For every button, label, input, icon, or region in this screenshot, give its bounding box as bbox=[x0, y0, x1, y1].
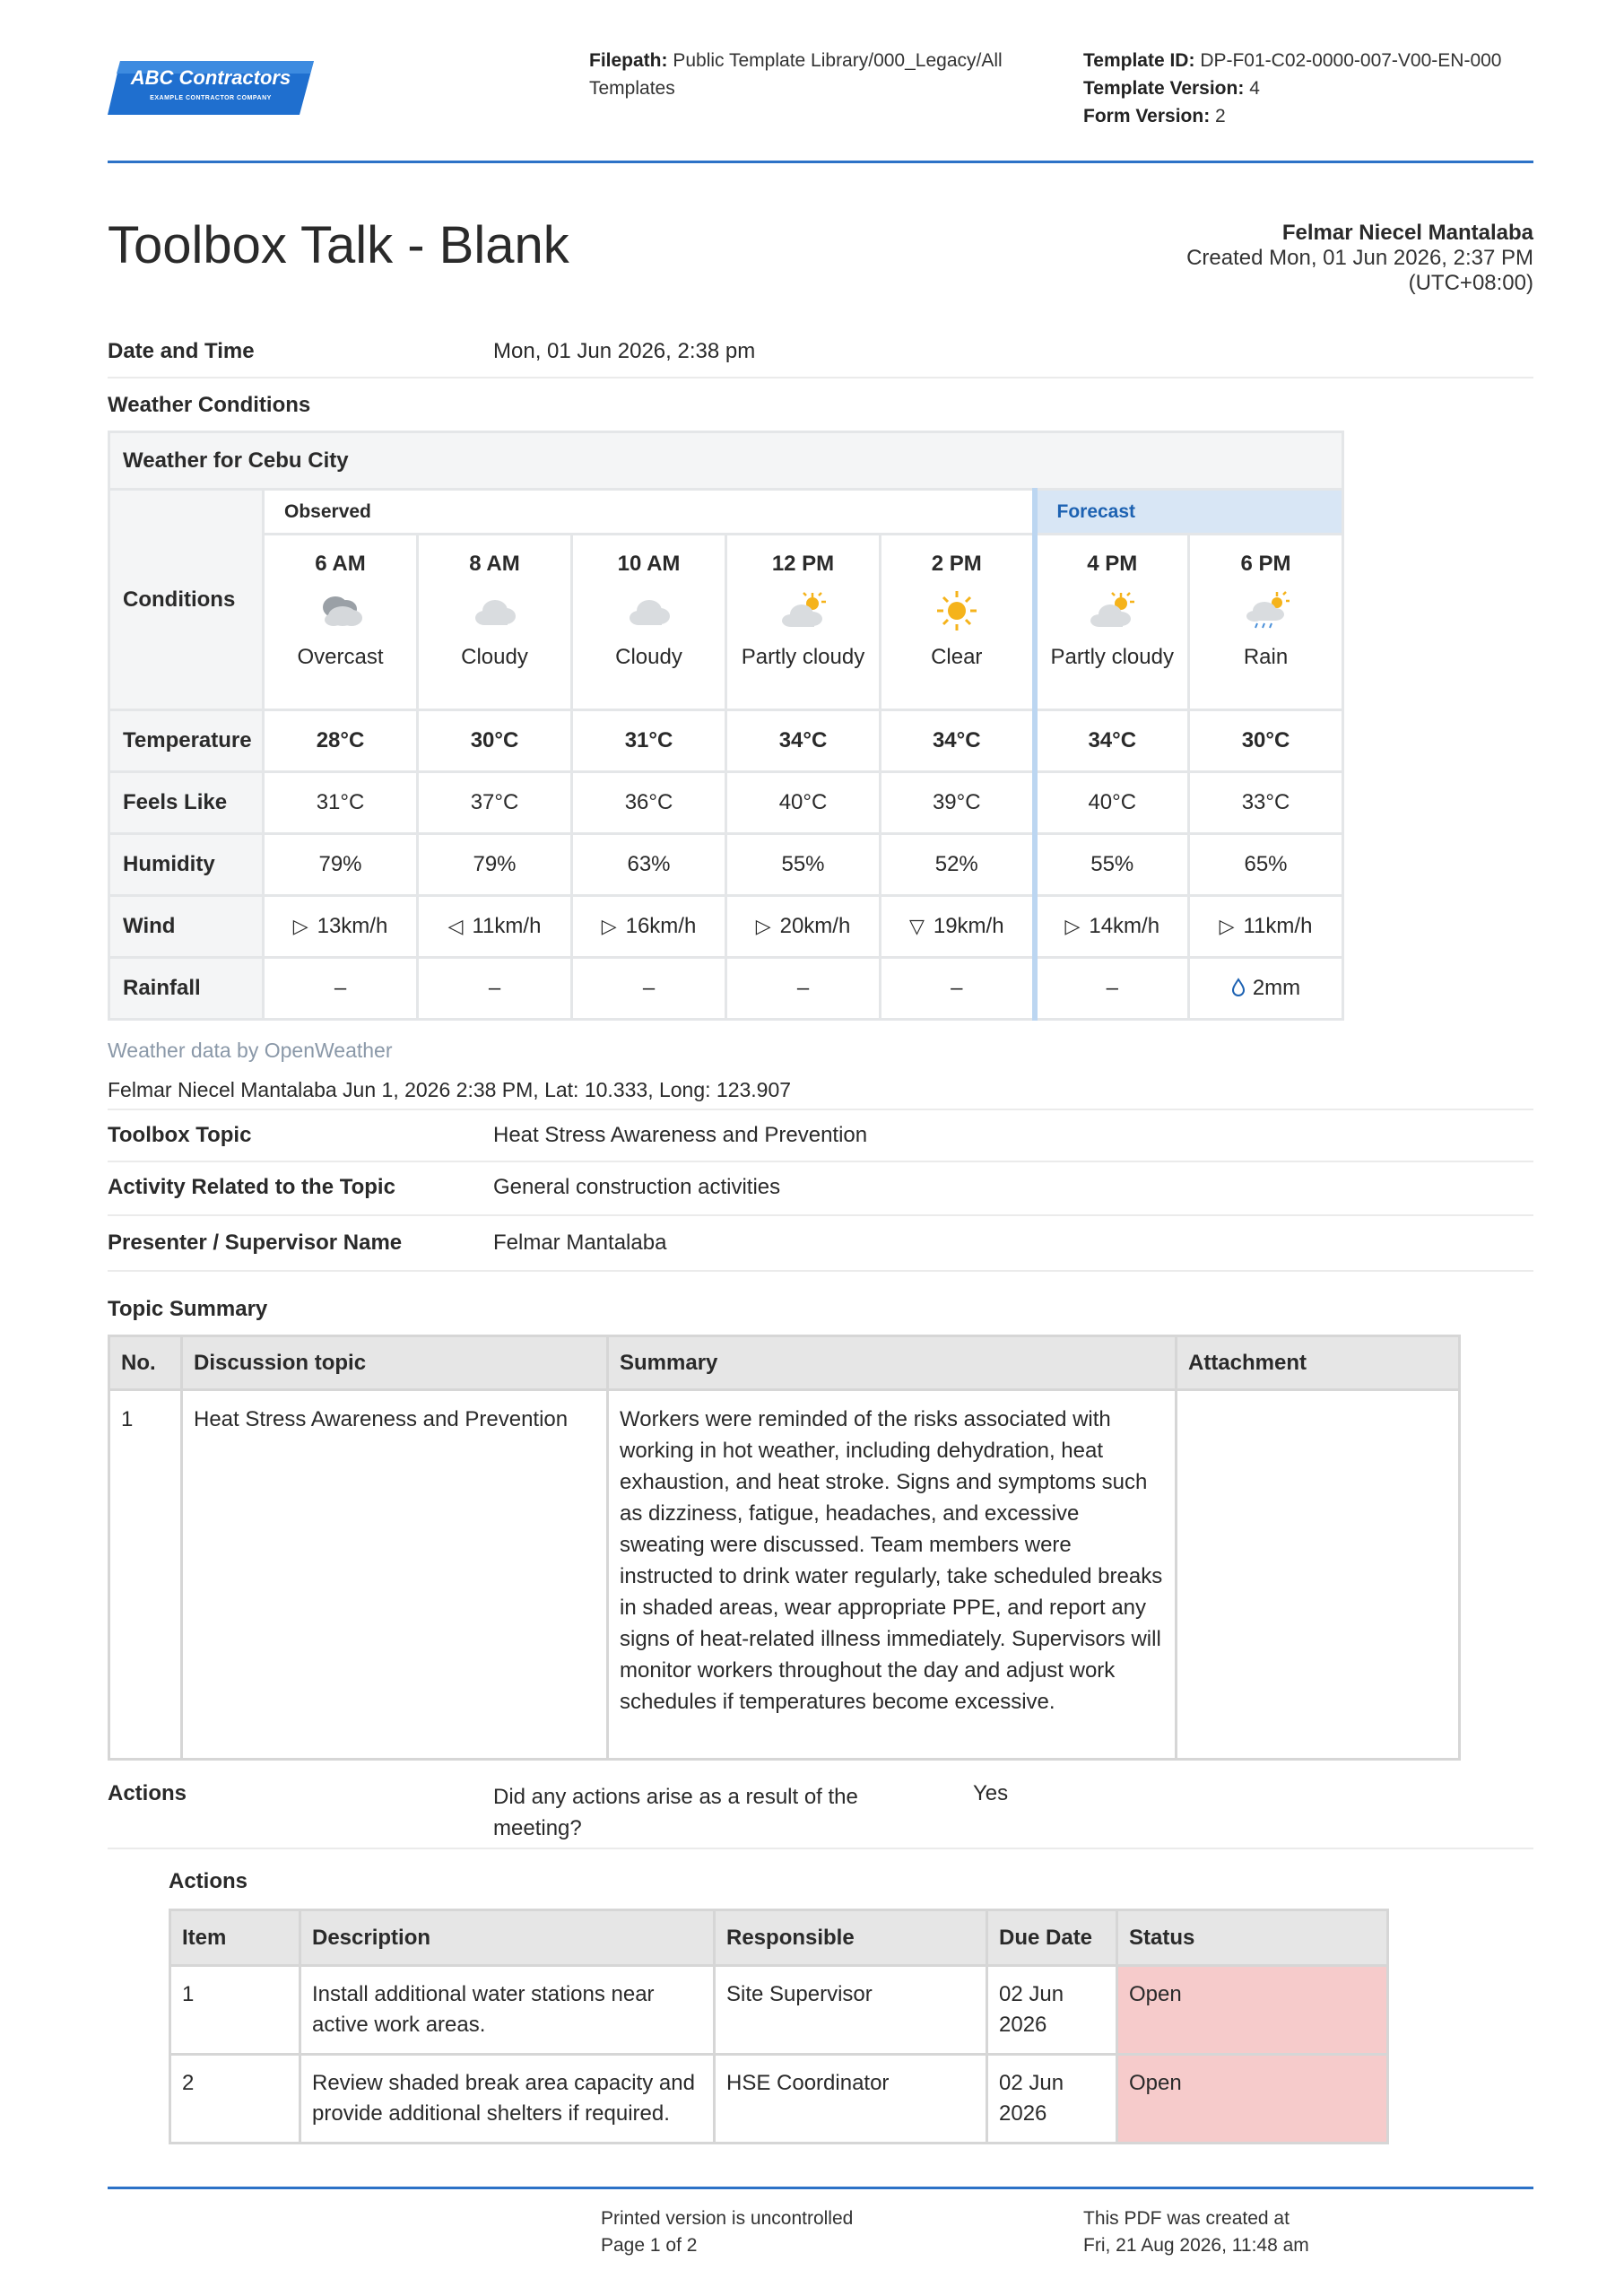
feels-like-value: 31°C bbox=[264, 772, 418, 834]
footer-left bbox=[601, 2205, 853, 2259]
feels-like-value: 37°C bbox=[418, 772, 572, 834]
temperature-value: 34°C bbox=[1035, 710, 1189, 772]
rainfall-value: – bbox=[572, 958, 726, 1020]
wind-value: 11km/h bbox=[1243, 914, 1313, 938]
rainfall-value: – bbox=[418, 958, 572, 1020]
feels-like-row bbox=[109, 772, 1343, 834]
wind-direction-icon: ▽ bbox=[908, 915, 925, 937]
action-description: Review shaded break area capacity and provide additional shelters if required. bbox=[300, 2055, 715, 2144]
action-responsible: HSE Coordinator bbox=[715, 2055, 987, 2144]
toolbox-topic-label: Toolbox Topic bbox=[108, 1123, 252, 1147]
summary-text: Workers were reminded of the risks associated with working in hot weather, including dehydration, heat exhaustion, and heat stroke. Signs and symptoms such as dizziness, fatigue, headaches, and excessive sweating were discussed. Team members were instructed to drink water regularly, take scheduled breaks in shaded areas, wear appropriate PPE, and report any signs of heat-related illness immediately. Supervisors will monitor workers throughout the day and adjust work schedules if temperatures become excessive. bbox=[608, 1390, 1177, 1760]
rain-icon bbox=[1241, 591, 1291, 631]
status-badge: Open bbox=[1117, 2055, 1388, 2144]
feels-like-value: 40°C bbox=[726, 772, 881, 834]
pdf-created-label: This PDF was created at bbox=[1083, 2208, 1290, 2229]
rainfall-value: – bbox=[881, 958, 1035, 1020]
wind-direction-icon: ▷ bbox=[601, 915, 617, 937]
overcast-cloud-icon bbox=[316, 591, 366, 631]
condition-label: Clear bbox=[931, 645, 983, 669]
table-header-row bbox=[109, 1336, 1460, 1390]
humidity-value: 55% bbox=[1035, 834, 1189, 896]
condition-cell bbox=[264, 535, 418, 710]
wind-value: 11km/h bbox=[472, 914, 542, 938]
date-time-value: Mon, 01 Jun 2026, 2:38 pm bbox=[493, 339, 756, 363]
activity-label: Activity Related to the Topic bbox=[108, 1175, 395, 1199]
humidity-label: Humidity bbox=[109, 834, 264, 896]
wind-value: 13km/h bbox=[317, 914, 388, 938]
temperature-value: 28°C bbox=[264, 710, 418, 772]
wind-direction-icon: ◁ bbox=[447, 915, 464, 937]
humidity-value: 65% bbox=[1189, 834, 1343, 896]
rainfall-value: 2mm bbox=[1252, 976, 1301, 1000]
wind-cell bbox=[1035, 896, 1189, 958]
table-header-row bbox=[170, 1910, 1388, 1966]
actions-answer: Yes bbox=[973, 1781, 1009, 1805]
column-header: No. bbox=[109, 1336, 182, 1390]
wind-cell bbox=[726, 896, 881, 958]
temperature-value: 34°C bbox=[881, 710, 1035, 772]
filepath-label: Filepath: bbox=[589, 50, 668, 71]
temperature-value: 30°C bbox=[1189, 710, 1343, 772]
date-time-label: Date and Time bbox=[108, 339, 255, 363]
column-header: Attachment bbox=[1177, 1336, 1460, 1390]
cloud-icon bbox=[470, 591, 520, 631]
wind-direction-icon: ▷ bbox=[1219, 915, 1235, 937]
wind-value: 19km/h bbox=[933, 914, 1004, 938]
template-id-label: Template ID: bbox=[1083, 50, 1195, 71]
actions-table bbox=[169, 1909, 1389, 2144]
conditions-row bbox=[109, 535, 1343, 710]
template-info bbox=[1083, 47, 1550, 130]
filepath-value: Public Template Library/000_Legacy/All Templates bbox=[589, 50, 1003, 99]
creator-info bbox=[1186, 221, 1533, 296]
created-date: Created Mon, 01 Jun 2026, 2:37 PM bbox=[1186, 246, 1533, 270]
action-responsible: Site Supervisor bbox=[715, 1966, 987, 2055]
observed-label: Observed bbox=[264, 490, 1035, 535]
wind-direction-icon: ▷ bbox=[1064, 915, 1081, 937]
presenter-row bbox=[108, 1216, 1533, 1272]
discussion-topic: Heat Stress Awareness and Prevention bbox=[182, 1390, 608, 1760]
condition-cell bbox=[1035, 535, 1189, 710]
filepath bbox=[589, 47, 1055, 102]
temperature-value: 31°C bbox=[572, 710, 726, 772]
wind-cell bbox=[572, 896, 726, 958]
company-logo bbox=[108, 59, 314, 117]
temperature-value: 34°C bbox=[726, 710, 881, 772]
condition-cell bbox=[881, 535, 1035, 710]
condition-cell bbox=[572, 535, 726, 710]
rainfall-label: Rainfall bbox=[109, 958, 264, 1020]
temperature-label: Temperature bbox=[109, 710, 264, 772]
wind-direction-icon: ▷ bbox=[292, 915, 308, 937]
wind-direction-icon: ▷ bbox=[755, 915, 771, 937]
wind-cell bbox=[418, 896, 572, 958]
condition-label: Partly cloudy bbox=[741, 645, 865, 669]
page-header bbox=[108, 47, 1533, 163]
topic-summary-label: Topic Summary bbox=[108, 1297, 268, 1321]
footer-right bbox=[1083, 2205, 1309, 2259]
activity-value: General construction activities bbox=[493, 1175, 781, 1199]
rainfall-value: – bbox=[1035, 958, 1189, 1020]
condition-label: Cloudy bbox=[461, 645, 528, 669]
wind-value: 20km/h bbox=[779, 914, 851, 938]
column-header: Item bbox=[170, 1910, 300, 1966]
wind-cell bbox=[881, 896, 1035, 958]
actions-label: Actions bbox=[108, 1781, 187, 1805]
activity-row bbox=[108, 1162, 1533, 1216]
table-row bbox=[170, 2055, 1388, 2144]
hour-label: 12 PM bbox=[771, 552, 835, 576]
hour-label: 10 AM bbox=[617, 552, 681, 576]
humidity-row bbox=[109, 834, 1343, 896]
rainfall-cell bbox=[1189, 958, 1343, 1020]
column-header: Description bbox=[300, 1910, 715, 1966]
temperature-row bbox=[109, 710, 1343, 772]
action-due-date: 02 Jun 2026 bbox=[987, 1966, 1117, 2055]
rainfall-value: – bbox=[726, 958, 881, 1020]
form-version-value: 2 bbox=[1215, 106, 1226, 126]
weather-title: Weather for Cebu City bbox=[109, 432, 1343, 490]
presenter-label: Presenter / Supervisor Name bbox=[108, 1231, 403, 1255]
partly-cloudy-icon bbox=[778, 591, 829, 631]
logo-name: ABC Contractors bbox=[130, 66, 291, 89]
wind-value: 16km/h bbox=[625, 914, 697, 938]
action-item: 1 bbox=[170, 1966, 300, 2055]
forecast-label: Forecast bbox=[1035, 490, 1343, 535]
weather-table bbox=[108, 430, 1344, 1021]
column-header: Discussion topic bbox=[182, 1336, 608, 1390]
partly-cloudy-icon bbox=[1087, 591, 1137, 631]
humidity-value: 55% bbox=[726, 834, 881, 896]
wind-value: 14km/h bbox=[1089, 914, 1160, 938]
humidity-value: 79% bbox=[264, 834, 418, 896]
page-number: Page 1 of 2 bbox=[601, 2235, 698, 2256]
feels-like-value: 39°C bbox=[881, 772, 1035, 834]
weather-source-link[interactable]: Weather data by OpenWeather bbox=[108, 1039, 393, 1062]
geo-stamp: Felmar Niecel Mantalaba Jun 1, 2026 2:38 PM, Lat: 10.333, Long: 123.907 bbox=[108, 1078, 792, 1101]
column-header: Responsible bbox=[715, 1910, 987, 1966]
condition-label: Overcast bbox=[297, 645, 384, 669]
feels-like-value: 33°C bbox=[1189, 772, 1343, 834]
action-due-date: 02 Jun 2026 bbox=[987, 2055, 1117, 2144]
wind-label: Wind bbox=[109, 896, 264, 958]
column-header: Due Date bbox=[987, 1910, 1117, 1966]
topic-summary-table bbox=[108, 1335, 1461, 1761]
rainfall-value: – bbox=[264, 958, 418, 1020]
sun-icon bbox=[932, 591, 982, 631]
conditions-label: Conditions bbox=[109, 490, 264, 710]
action-item: 2 bbox=[170, 2055, 300, 2144]
hour-label: 4 PM bbox=[1087, 552, 1138, 576]
humidity-value: 52% bbox=[881, 834, 1035, 896]
condition-cell bbox=[726, 535, 881, 710]
feels-like-value: 40°C bbox=[1035, 772, 1189, 834]
hour-label: 2 PM bbox=[931, 552, 982, 576]
feels-like-label: Feels Like bbox=[109, 772, 264, 834]
humidity-value: 63% bbox=[572, 834, 726, 896]
pdf-created-value: Fri, 21 Aug 2026, 11:48 am bbox=[1083, 2235, 1309, 2256]
logo-tagline: EXAMPLE CONTRACTOR COMPANY bbox=[150, 95, 272, 101]
actions-question: Did any actions arise as a result of the meeting? bbox=[493, 1785, 858, 1840]
template-version-label: Template Version: bbox=[1083, 78, 1245, 99]
condition-cell bbox=[418, 535, 572, 710]
page-title: Toolbox Talk - Blank bbox=[108, 216, 569, 274]
feels-like-value: 36°C bbox=[572, 772, 726, 834]
page-footer bbox=[108, 2187, 1533, 2256]
temperature-value: 30°C bbox=[418, 710, 572, 772]
column-header: Summary bbox=[608, 1336, 1177, 1390]
template-id-value: DP-F01-C02-0000-007-V00-EN-000 bbox=[1200, 50, 1502, 71]
weather-conditions-label: Weather Conditions bbox=[108, 393, 311, 417]
condition-label: Partly cloudy bbox=[1050, 645, 1174, 669]
status-badge: Open bbox=[1117, 1966, 1388, 2055]
toolbox-topic-row bbox=[108, 1109, 1533, 1162]
date-time-row bbox=[108, 328, 1533, 378]
hour-label: 8 AM bbox=[469, 552, 520, 576]
column-header: Status bbox=[1117, 1910, 1388, 1966]
row-number: 1 bbox=[109, 1390, 182, 1760]
uncontrolled-notice: Printed version is uncontrolled bbox=[601, 2208, 854, 2229]
humidity-value: 79% bbox=[418, 834, 572, 896]
rainfall-row bbox=[109, 958, 1343, 1020]
creator-name: Felmar Niecel Mantalaba bbox=[1281, 221, 1533, 245]
cloud-icon bbox=[624, 591, 674, 631]
condition-cell bbox=[1189, 535, 1343, 710]
form-version-label: Form Version: bbox=[1083, 106, 1211, 126]
raindrop-icon bbox=[1231, 978, 1246, 997]
table-row bbox=[170, 1966, 1388, 2055]
table-row bbox=[109, 1390, 1460, 1760]
attachment-cell bbox=[1177, 1390, 1460, 1760]
action-description: Install additional water stations near active work areas. bbox=[300, 1966, 715, 2055]
condition-label: Rain bbox=[1243, 645, 1289, 669]
wind-cell bbox=[264, 896, 418, 958]
wind-row bbox=[109, 896, 1343, 958]
hour-label: 6 AM bbox=[315, 552, 366, 576]
toolbox-topic-value: Heat Stress Awareness and Prevention bbox=[493, 1123, 868, 1147]
hour-label: 6 PM bbox=[1240, 552, 1291, 576]
condition-label: Cloudy bbox=[615, 645, 682, 669]
actions-subtitle: Actions bbox=[169, 1869, 248, 1893]
presenter-value: Felmar Mantalaba bbox=[493, 1231, 667, 1255]
template-version-value: 4 bbox=[1249, 78, 1260, 99]
created-timezone: (UTC+08:00) bbox=[1408, 271, 1533, 295]
wind-cell bbox=[1189, 896, 1343, 958]
